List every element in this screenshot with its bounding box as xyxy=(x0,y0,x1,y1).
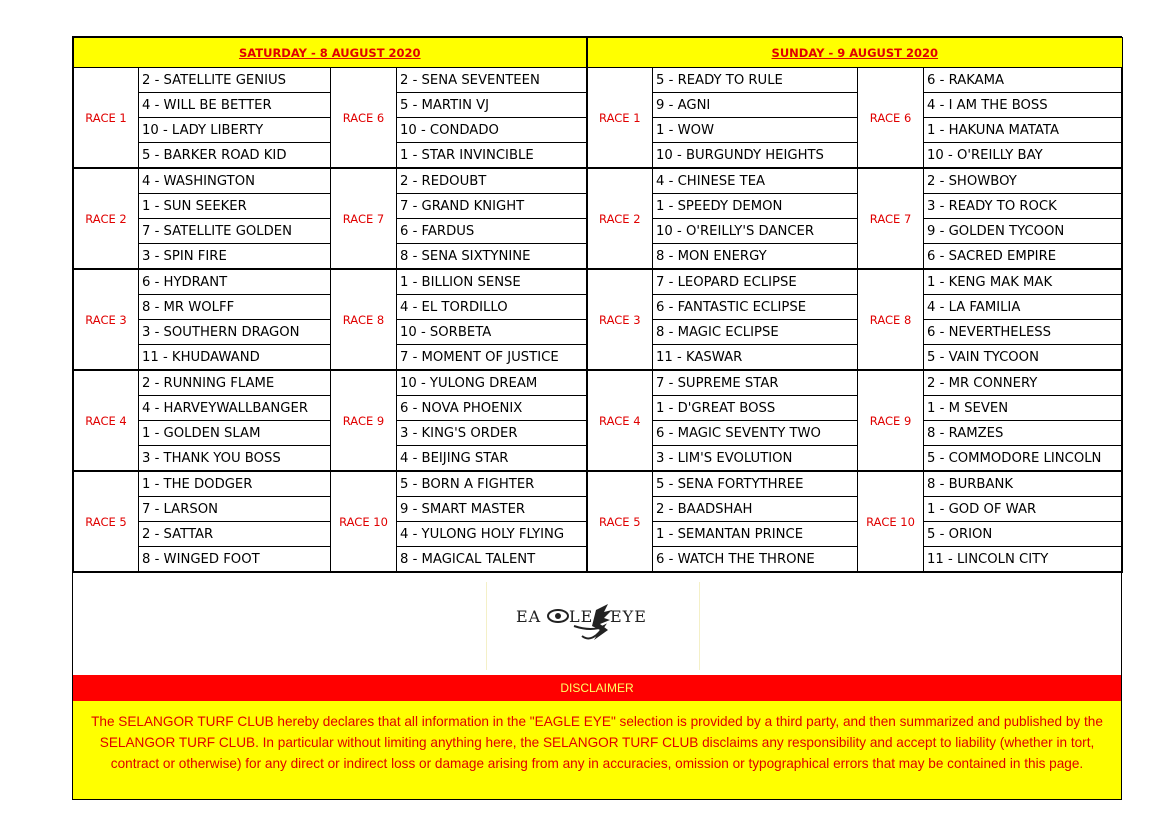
horse-pick: 4 - EL TORDILLO xyxy=(397,295,587,320)
sunday-title: SUNDAY - 9 AUGUST 2020 xyxy=(587,38,1123,68)
race-label: RACE 6 xyxy=(331,68,397,169)
horse-pick: 6 - NOVA PHOENIX xyxy=(397,396,587,421)
horse-pick: 9 - SMART MASTER xyxy=(397,497,587,522)
horse-pick: 4 - YULONG HOLY FLYING xyxy=(397,522,587,547)
logo-area xyxy=(73,574,1121,675)
horse-pick: 10 - O'REILLY'S DANCER xyxy=(653,219,858,244)
horse-pick: 8 - MR WOLFF xyxy=(139,295,331,320)
horse-pick: 1 - KENG MAK MAK xyxy=(924,269,1123,295)
horse-pick: 3 - SPIN FIRE xyxy=(139,244,331,270)
horse-pick: 5 - BORN A FIGHTER xyxy=(397,471,587,497)
race-label: RACE 1 xyxy=(587,68,653,169)
race-label: RACE 4 xyxy=(74,370,139,471)
horse-pick: 10 - SORBETA xyxy=(397,320,587,345)
pick-row xyxy=(74,168,1123,194)
horse-pick: 8 - RAMZES xyxy=(924,421,1123,446)
horse-pick: 7 - SATELLITE GOLDEN xyxy=(139,219,331,244)
selection-table xyxy=(73,37,1123,573)
horse-pick: 2 - MR CONNERY xyxy=(924,370,1123,396)
disclaimer-text: The SELANGOR TURF CLUB hereby declares that all information in the "EAGLE EYE" selection is provided by a third party, and then summarized and published by the SELANGOR TURF CLUB. In particular without limiting anything here, the SELANGOR TURF CLUB disclaims any responsibility and accept to liability (whether in tort, contract or otherwise) for any direct or indirect loss or damage arising from any in accuracies, omission or typographical errors that may be contained in this page. xyxy=(73,701,1121,799)
horse-pick: 1 - GOD OF WAR xyxy=(924,497,1123,522)
horse-pick: 1 - SPEEDY DEMON xyxy=(653,194,858,219)
race-label: RACE 7 xyxy=(331,168,397,269)
horse-pick: 3 - KING'S ORDER xyxy=(397,421,587,446)
horse-pick: 1 - THE DODGER xyxy=(139,471,331,497)
horse-pick: 4 - I AM THE BOSS xyxy=(924,93,1123,118)
horse-pick: 7 - MOMENT OF JUSTICE xyxy=(397,345,587,371)
horse-pick: 6 - RAKAMA xyxy=(924,68,1123,93)
horse-pick: 5 - READY TO RULE xyxy=(653,68,858,93)
horse-pick: 2 - BAADSHAH xyxy=(653,497,858,522)
horse-pick: 4 - WASHINGTON xyxy=(139,168,331,194)
horse-pick: 10 - O'REILLY BAY xyxy=(924,143,1123,169)
horse-pick: 8 - WINGED FOOT xyxy=(139,547,331,573)
horse-pick: 10 - YULONG DREAM xyxy=(397,370,587,396)
race-label: RACE 4 xyxy=(587,370,653,471)
horse-pick: 3 - THANK YOU BOSS xyxy=(139,446,331,472)
horse-pick: 4 - WILL BE BETTER xyxy=(139,93,331,118)
horse-pick: 1 - D'GREAT BOSS xyxy=(653,396,858,421)
saturday-title: SATURDAY - 8 AUGUST 2020 xyxy=(74,38,587,68)
race-label: RACE 6 xyxy=(858,68,924,169)
race-label: RACE 10 xyxy=(331,471,397,572)
pick-row xyxy=(74,68,1123,93)
race-label: RACE 10 xyxy=(858,471,924,572)
horse-pick: 3 - LIM'S EVOLUTION xyxy=(653,446,858,472)
horse-pick: 5 - ORION xyxy=(924,522,1123,547)
race-label: RACE 9 xyxy=(858,370,924,471)
horse-pick: 6 - WATCH THE THRONE xyxy=(653,547,858,573)
horse-pick: 8 - MAGIC ECLIPSE xyxy=(653,320,858,345)
horse-pick: 1 - M SEVEN xyxy=(924,396,1123,421)
horse-pick: 1 - SEMANTAN PRINCE xyxy=(653,522,858,547)
horse-pick: 2 - SENA SEVENTEEN xyxy=(397,68,587,93)
horse-pick: 1 - SUN SEEKER xyxy=(139,194,331,219)
svg-text:EYE: EYE xyxy=(610,607,647,626)
horse-pick: 11 - KASWAR xyxy=(653,345,858,371)
horse-pick: 1 - STAR INVINCIBLE xyxy=(397,143,587,169)
horse-pick: 6 - HYDRANT xyxy=(139,269,331,295)
horse-pick: 5 - MARTIN VJ xyxy=(397,93,587,118)
horse-pick: 5 - BARKER ROAD KID xyxy=(139,143,331,169)
horse-pick: 7 - LEOPARD ECLIPSE xyxy=(653,269,858,295)
horse-pick: 9 - GOLDEN TYCOON xyxy=(924,219,1123,244)
horse-pick: 10 - LADY LIBERTY xyxy=(139,118,331,143)
horse-pick: 6 - SACRED EMPIRE xyxy=(924,244,1123,270)
horse-pick: 1 - GOLDEN SLAM xyxy=(139,421,331,446)
horse-pick: 2 - SHOWBOY xyxy=(924,168,1123,194)
race-label: RACE 3 xyxy=(74,269,139,370)
horse-pick: 6 - NEVERTHELESS xyxy=(924,320,1123,345)
eagle-eye-logo xyxy=(486,582,700,670)
horse-pick: 2 - SATTAR xyxy=(139,522,331,547)
horse-pick: 11 - LINCOLN CITY xyxy=(924,547,1123,573)
horse-pick: 4 - LA FAMILIA xyxy=(924,295,1123,320)
horse-pick: 6 - FANTASTIC ECLIPSE xyxy=(653,295,858,320)
horse-pick: 1 - WOW xyxy=(653,118,858,143)
race-label: RACE 5 xyxy=(74,471,139,572)
pick-row xyxy=(74,370,1123,396)
race-label: RACE 7 xyxy=(858,168,924,269)
horse-pick: 2 - RUNNING FLAME xyxy=(139,370,331,396)
horse-pick: 8 - SENA SIXTYNINE xyxy=(397,244,587,270)
horse-pick: 8 - MON ENERGY xyxy=(653,244,858,270)
horse-pick: 6 - MAGIC SEVENTY TWO xyxy=(653,421,858,446)
horse-pick: 11 - KHUDAWAND xyxy=(139,345,331,371)
horse-pick: 7 - SUPREME STAR xyxy=(653,370,858,396)
pick-row xyxy=(74,269,1123,295)
horse-pick: 7 - GRAND KNIGHT xyxy=(397,194,587,219)
horse-pick: 6 - FARDUS xyxy=(397,219,587,244)
svg-text:EA: EA xyxy=(516,607,542,626)
horse-pick: 2 - REDOUBT xyxy=(397,168,587,194)
horse-pick: 3 - READY TO ROCK xyxy=(924,194,1123,219)
race-label: RACE 5 xyxy=(587,471,653,572)
horse-pick: 9 - AGNI xyxy=(653,93,858,118)
horse-pick: 10 - CONDADO xyxy=(397,118,587,143)
horse-pick: 4 - HARVEYWALLBANGER xyxy=(139,396,331,421)
horse-pick: 4 - CHINESE TEA xyxy=(653,168,858,194)
svg-text:LE: LE xyxy=(569,607,594,626)
day-header-row xyxy=(74,38,1123,68)
horse-pick: 1 - BILLION SENSE xyxy=(397,269,587,295)
horse-pick: 7 - LARSON xyxy=(139,497,331,522)
selection-sheet xyxy=(72,36,1122,800)
pick-row xyxy=(74,471,1123,497)
horse-pick: 1 - HAKUNA MATATA xyxy=(924,118,1123,143)
disclaimer-heading: DISCLAIMER xyxy=(73,675,1121,701)
horse-pick: 5 - SENA FORTYTHREE xyxy=(653,471,858,497)
race-label: RACE 2 xyxy=(587,168,653,269)
horse-pick: 4 - BEIJING STAR xyxy=(397,446,587,472)
horse-pick: 3 - SOUTHERN DRAGON xyxy=(139,320,331,345)
horse-pick: 8 - BURBANK xyxy=(924,471,1123,497)
horse-pick: 10 - BURGUNDY HEIGHTS xyxy=(653,143,858,169)
horse-pick: 8 - MAGICAL TALENT xyxy=(397,547,587,573)
horse-pick: 5 - VAIN TYCOON xyxy=(924,345,1123,371)
race-label: RACE 8 xyxy=(858,269,924,370)
race-label: RACE 1 xyxy=(74,68,139,169)
race-label: RACE 2 xyxy=(74,168,139,269)
race-label: RACE 9 xyxy=(331,370,397,471)
horse-pick: 5 - COMMODORE LINCOLN xyxy=(924,446,1123,472)
race-label: RACE 3 xyxy=(587,269,653,370)
horse-pick: 2 - SATELLITE GENIUS xyxy=(139,68,331,93)
race-label: RACE 8 xyxy=(331,269,397,370)
